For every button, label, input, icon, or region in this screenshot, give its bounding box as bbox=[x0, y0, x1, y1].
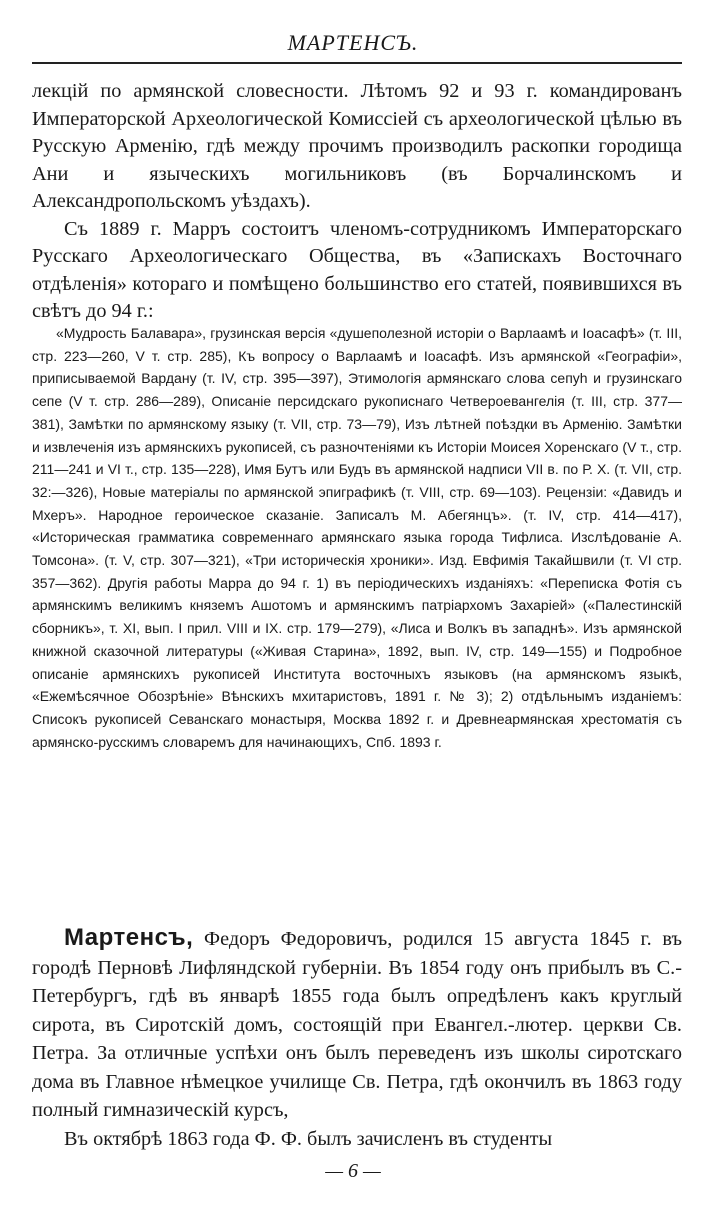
main-text-block bbox=[32, 78, 682, 326]
page-number: — 6 — bbox=[325, 1160, 381, 1182]
entry-text: Федоръ Федоровичъ, родился 15 августа 1845 г. въ городѣ Перновѣ Лифляндской губерніи. Въ 1854 году онъ прибылъ въ С.-Петербургъ, гдѣ въ январѣ 1855 года былъ опредѣленъ какъ круглый сирота, въ Сиротскій домъ, состоящій при Евангел.-лютер. церкви Св. Петра. За отличные успѣхи онъ былъ переведенъ изъ школы сиротскаго дома въ Главное нѣмецкое училище Св. Петра, гдѣ окончилъ въ 1863 году полный гимназическій курсъ, bbox=[32, 928, 682, 1121]
biography-entry bbox=[32, 924, 682, 1153]
body-paragraph: лекцій по армянской словесности. Лѣтомъ 92 и 93 г. командированъ Императорской Археологической Комиссіей съ археологической цѣлью въ Русскую Арменію, гдѣ между прочимъ производилъ раскопки городища Ани и языческихъ могильниковъ (въ Борчалинскомъ и Александропольскомъ уѣздахъ). bbox=[32, 80, 682, 212]
works-list-paragraph: «Мудрость Балавара», грузинская версія «душеполезной исторіи о Варлаамѣ и Іоасафѣ» (т. III, стр. 223—260, V т. стр. 285), Къ вопросу о Варлаамѣ и Іоасафѣ. Изъ армянской «Географіи», приписываемой Вардану (т. IV, стр. 395—397), Этимологія армянскаго слова сепуһ и грузинскаго сепе (V т. стр. 286—289), Описаніе персидскаго рукописнаго Четвероевангелія (т. III, стр. 377—381), Замѣтки по армянскому языку (т. VII, стр. 73—79), Изъ лѣтней поѣздки въ Арменію. Замѣтки и извлеченія изъ армянскихъ рукописей, съ разночтеніями къ Исторіи Моисея Хоренскаго (V т., стр. 211—241 и VI т., стр. 135—228), Имя Бутъ или Будъ въ армянской надписи VII в. по Р. Х. (т. VII, стр. 32:—326), Новые матеріалы по армянской эпиграфикѣ (т. VIII, стр. 69—103). Рецензіи: «Давидъ и Мхеръ». Народное героическое сказаніе. Записалъ М. Абегянцъ». (т. IV, стр. 414—417), «Историческая грамматика современнаго армянскаго языка города Тифлиса. Изслѣдованіе А. Томсона». (т. V, стр. 307—321), «Три историческія хроники». Изд. Евфимія Такайшвили (т. VI стр. 357—362). Другія работы Марра до 94 г. 1) въ періодическихъ изданіяхъ: «Переписка Фотія съ армянскимъ великимъ княземъ Ашотомъ и армянскимъ патріархомъ Захаріей» («Палестинскій сборникъ», т. XI, вып. I прил. VIII и IX. стр. 179—279), «Лиса и Волкъ въ западнѣ». Изъ армянской книжной сказочной литературы («Живая Старина», 1892, вып. IV, стр. 149—155) и Подробное описаніе армянскихъ рукописей Института восточныхъ языковъ (на армянскомъ языкѣ, «Ежемѣсячное Обозрѣніе» Вѣнскихъ мхитаристовъ, 1891 г. № 3); 2) отдѣльнымъ изданіемъ: Списокъ рукописей Севанскаго монастыря, Москва 1892 г. и Древнеармянская хрестоматія съ армянско-русскимъ словаремъ для начинающихъ, Спб. 1893 г. bbox=[32, 325, 682, 750]
entry-paragraph bbox=[32, 924, 682, 1125]
entry-paragraph: Въ октябрѣ 1863 года Ф. Ф. былъ зачисленъ въ студенты bbox=[64, 1127, 553, 1150]
running-head: МАРТЕНСЪ. bbox=[287, 30, 419, 55]
works-list bbox=[32, 322, 682, 753]
header-rule bbox=[32, 62, 682, 64]
body-paragraph: Съ 1889 г. Марръ состоитъ членомъ-сотрудникомъ Императорскаго Русскаго Археологическаго Общества, въ «Запискахъ Восточнаго отдѣленія» котораго и помѣщено большинство его статей, появившихся въ свѣтъ до 94 г.: bbox=[32, 217, 682, 322]
entry-headword: Мартенсъ, bbox=[64, 924, 194, 951]
